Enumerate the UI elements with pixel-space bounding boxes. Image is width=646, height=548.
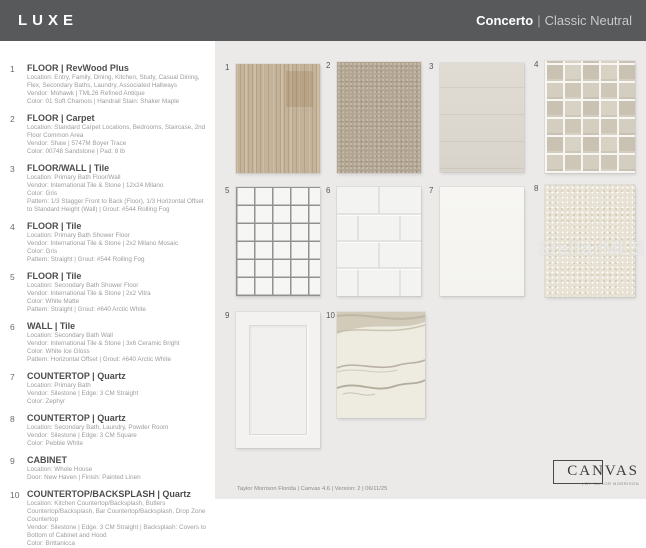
spec-item-pattern: Pattern: Straight | Grout: #640 Arctic White bbox=[27, 306, 146, 313]
spec-item-5 bbox=[10, 271, 209, 314]
spec-item-9 bbox=[10, 455, 209, 482]
spec-item-number: 8 bbox=[10, 414, 15, 424]
spec-item-title: FLOOR | Tile bbox=[27, 271, 82, 281]
swatch-number: 5 bbox=[225, 186, 230, 195]
collection-name: Concerto bbox=[476, 13, 534, 28]
swatch-carpet bbox=[326, 61, 421, 173]
spec-item-vendor: Vendor: International Tile & Stone | 2x2 Milano Mosaic bbox=[27, 240, 179, 247]
swatch-number: 6 bbox=[326, 186, 331, 195]
spec-item-vendor: Vendor: Silestone | Edge: 3 CM Straight | Backsplash: Covers to Bottom of Cabinet and Hood bbox=[27, 524, 206, 539]
swatch-panel bbox=[215, 41, 646, 499]
swatch-number: 3 bbox=[429, 62, 434, 71]
spec-item-number: 10 bbox=[10, 490, 20, 500]
spec-item-location: Location: Primary Bath bbox=[27, 382, 91, 389]
spec-item-pattern: Pattern: 1/3 Stagger Front to Back (Floor), 1/3 Horizontal Offset to Standard Height (Wall) | Grout: #544 Rolling Fog bbox=[27, 198, 204, 213]
swatch-subway-tile bbox=[326, 186, 421, 296]
spec-item-location: Location: Kitchen Countertop/Backsplash, Butlers Countertop/Backsplash, Bar Countertop/Backsplash, Drop Zone Countertop bbox=[27, 500, 206, 523]
spec-item-title: COUNTERTOP | Quartz bbox=[27, 413, 126, 423]
swatch-number: 7 bbox=[429, 186, 434, 195]
spec-item-pattern: Pattern: Straight | Grout: #544 Rolling Fog bbox=[27, 256, 145, 263]
canvas-logo-text: CANVAS bbox=[567, 463, 639, 479]
spec-item-vendor: Vendor: Silestone | Edge: 3 CM Square bbox=[27, 432, 137, 439]
spec-item-location: Location: Secondary Bath Wall bbox=[27, 332, 113, 339]
spec-item-6 bbox=[10, 321, 209, 364]
spec-item-location: Location: Standard Carpet Locations, Bedrooms, Staircase, 2nd Floor Common Area bbox=[27, 124, 206, 139]
spec-item-title: FLOOR | Carpet bbox=[27, 113, 95, 123]
cabinet-door-panel bbox=[249, 325, 307, 435]
subway-tile-pattern bbox=[337, 187, 421, 296]
spec-item-location: Location: Primary Bath Floor/Wall bbox=[27, 174, 121, 181]
spec-item-title: COUNTERTOP/BACKSPLASH | Quartz bbox=[27, 489, 191, 499]
spec-item-7 bbox=[10, 371, 209, 406]
spec-item-title: CABINET bbox=[27, 455, 67, 465]
swatch-wood-floor bbox=[225, 63, 320, 173]
spec-item-vendor: Vendor: Shaw | 5747M Boyer Trace bbox=[27, 140, 127, 147]
swatch-number: 2 bbox=[326, 61, 331, 70]
spec-item-color: Color: Brittanicca bbox=[27, 540, 75, 547]
swatch-number: 1 bbox=[225, 63, 230, 72]
spec-item-title: FLOOR | Tile bbox=[27, 221, 82, 231]
spec-item-color: Color: 00748 Sandstone | Pad: 8 lb bbox=[27, 148, 125, 155]
spec-item-number: 2 bbox=[10, 114, 15, 124]
spec-item-location: Location: Secondary Bath, Laundry, Powder Room bbox=[27, 424, 169, 431]
spec-item-10 bbox=[10, 489, 209, 548]
spec-item-location: Location: Primary Bath Shower Floor bbox=[27, 232, 130, 239]
spec-item-2 bbox=[10, 113, 209, 156]
spec-item-pattern: Pattern: Horizontal Offset | Grout: #640 Arctic White bbox=[27, 356, 171, 363]
swatch-quartz-pebble-white bbox=[534, 184, 635, 297]
swatch-milano-tile bbox=[429, 62, 524, 172]
swatch-cabinet-door bbox=[225, 311, 320, 448]
spec-item-location: Location: Entry, Family, Dining, Kitchen, Study, Casual Dining, Flex, Secondary Baths, Laundry, Associated Hallways bbox=[27, 74, 200, 89]
swatch-number: 10 bbox=[326, 311, 335, 320]
swatch-number: 8 bbox=[534, 184, 539, 193]
spec-item-color: Color: Gris bbox=[27, 190, 58, 197]
spec-item-number: 6 bbox=[10, 322, 15, 332]
spec-item-1 bbox=[10, 63, 209, 106]
spec-item-title: COUNTERTOP | Quartz bbox=[27, 371, 126, 381]
stellar-mls-watermark: StellarMLS bbox=[537, 239, 646, 260]
spec-item-color: Color: Zephyr bbox=[27, 398, 66, 405]
brand-logo: LUXE bbox=[18, 12, 79, 29]
swatch-milano-mosaic bbox=[534, 60, 635, 173]
spec-item-3 bbox=[10, 163, 209, 214]
header-bar bbox=[0, 0, 646, 41]
spec-item-4 bbox=[10, 221, 209, 264]
spec-item-title: FLOOR/WALL | Tile bbox=[27, 163, 110, 173]
swatch-number: 9 bbox=[225, 311, 230, 320]
spec-list bbox=[0, 41, 215, 547]
spec-item-vendor: Vendor: International Tile & Stone | 12x24 Milano bbox=[27, 182, 164, 189]
swatch-quartz-zephyr bbox=[429, 186, 524, 296]
spec-item-color: Color: 01 Soft Chamois | Handrail Stain: Shaker Maple bbox=[27, 98, 180, 105]
spec-item-vendor: Vendor: International Tile & Stone | 3x6 Ceramic Bright bbox=[27, 340, 180, 347]
scheme-divider: | bbox=[537, 13, 541, 28]
spec-item-number: 4 bbox=[10, 222, 15, 232]
palette-name: Classic Neutral bbox=[544, 13, 632, 28]
spec-item-color: Color: Gris bbox=[27, 248, 58, 255]
spec-item-location: Location: Secondary Bath Shower Floor bbox=[27, 282, 139, 289]
document-info: Taylor Morrison Florida | Canvas 4.6 | Version: 2 | 06/11/25 bbox=[237, 486, 388, 492]
scheme-title bbox=[476, 13, 632, 28]
spec-item-vendor: Vendor: Mohawk | TML26 Refined Antique bbox=[27, 90, 145, 97]
canvas-logo bbox=[553, 463, 639, 486]
swatch-quartz-brittanicca bbox=[326, 311, 425, 418]
swatch-number: 4 bbox=[534, 60, 539, 69]
spec-item-8 bbox=[10, 413, 209, 448]
spec-item-vendor: Vendor: Silestone | Edge: 3 CM Straight bbox=[27, 390, 139, 397]
spec-item-color: Color: White Ice Gloss bbox=[27, 348, 90, 355]
spec-item-number: 1 bbox=[10, 64, 15, 74]
swatch-white-mosaic bbox=[225, 186, 320, 296]
spec-item-color: Color: Pebble White bbox=[27, 440, 83, 447]
quartz-veining-pattern bbox=[337, 312, 425, 418]
spec-item-number: 5 bbox=[10, 272, 15, 282]
spec-item-number: 7 bbox=[10, 372, 15, 382]
spec-item-color: Color: White Matte bbox=[27, 298, 80, 305]
spec-item-vendor: Vendor: International Tile & Stone | 2x2 Vitra bbox=[27, 290, 151, 297]
spec-item-number: 3 bbox=[10, 164, 15, 174]
spec-item-title: WALL | Tile bbox=[27, 321, 76, 331]
spec-item-location: Location: Whole House bbox=[27, 466, 93, 473]
spec-item-title: FLOOR | RevWood Plus bbox=[27, 63, 129, 73]
spec-item-number: 9 bbox=[10, 456, 15, 466]
canvas-logo-subtext: | BY TAYLOR MORRISON bbox=[582, 481, 639, 486]
spec-item-door-finish: Door: New Haven | Finish: Painted Linen bbox=[27, 474, 141, 481]
